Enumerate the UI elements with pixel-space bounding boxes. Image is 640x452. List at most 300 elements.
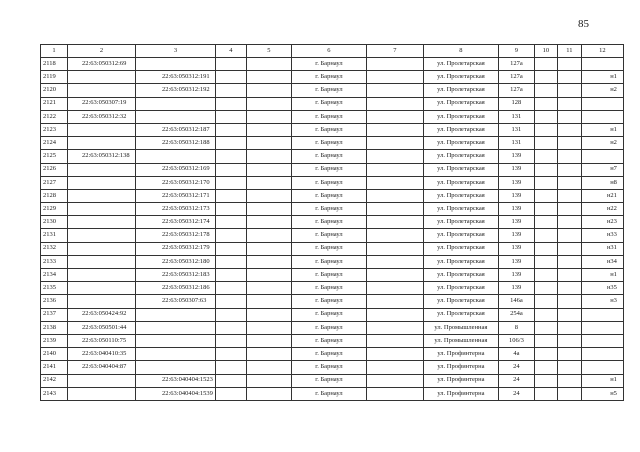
empty-cell [557, 189, 581, 202]
house-number-cell: 127а [498, 84, 534, 97]
table-row [41, 321, 624, 334]
row-number: 2130 [41, 216, 68, 229]
premises-number-cell: н21 [581, 189, 623, 202]
row-number: 2128 [41, 189, 68, 202]
premises-cadastral-number: 22:63:050307:63 [136, 295, 216, 308]
row-number: 2124 [41, 137, 68, 150]
house-number-cell: 131 [498, 110, 534, 123]
premises-number-cell: н1 [581, 123, 623, 136]
row-number: 2142 [41, 374, 68, 387]
cadastral-number: 22:63:050312:32 [68, 110, 136, 123]
empty-cell [246, 361, 291, 374]
street-cell: ул. Пролетарская [423, 216, 498, 229]
empty-cell [246, 71, 291, 84]
premises-cadastral-number [136, 150, 216, 163]
street-cell: ул. Пролетарская [423, 295, 498, 308]
cadastral-number: 22:63:050312:69 [68, 58, 136, 71]
street-cell: ул. Пролетарская [423, 229, 498, 242]
empty-cell [215, 242, 246, 255]
empty-cell [246, 374, 291, 387]
row-number: 2140 [41, 348, 68, 361]
city-cell: г. Барнаул [291, 189, 366, 202]
premises-cadastral-number: 22:63:050312:191 [136, 71, 216, 84]
empty-cell [366, 58, 423, 71]
empty-cell [557, 374, 581, 387]
table-row [41, 58, 624, 71]
premises-cadastral-number: 22:63:050312:178 [136, 229, 216, 242]
city-cell: г. Барнаул [291, 176, 366, 189]
premises-cadastral-number [136, 348, 216, 361]
cadastral-number [68, 255, 136, 268]
cadastral-number [68, 282, 136, 295]
empty-cell [557, 334, 581, 347]
empty-cell [366, 216, 423, 229]
empty-cell [246, 84, 291, 97]
cadastral-number [68, 123, 136, 136]
street-cell: ул. Пролетарская [423, 282, 498, 295]
empty-cell [366, 203, 423, 216]
table-row [41, 242, 624, 255]
house-number-cell: 146а [498, 295, 534, 308]
table-row [41, 334, 624, 347]
premises-number-cell: н2 [581, 137, 623, 150]
city-cell: г. Барнаул [291, 295, 366, 308]
empty-cell [557, 110, 581, 123]
premises-cadastral-number: 22:63:050312:174 [136, 216, 216, 229]
street-cell: ул. Промышленная [423, 334, 498, 347]
column-number: 6 [291, 45, 366, 58]
empty-cell [246, 137, 291, 150]
street-cell: ул. Пролетарская [423, 84, 498, 97]
city-cell: г. Барнаул [291, 242, 366, 255]
table-row [41, 163, 624, 176]
city-cell: г. Барнаул [291, 110, 366, 123]
street-cell: ул. Пролетарская [423, 242, 498, 255]
premises-number-cell [581, 308, 623, 321]
empty-cell [366, 387, 423, 400]
empty-cell [215, 374, 246, 387]
house-number-cell: 4а [498, 348, 534, 361]
row-number: 2139 [41, 334, 68, 347]
empty-cell [534, 321, 557, 334]
table-row [41, 308, 624, 321]
table-row [41, 361, 624, 374]
empty-cell [557, 203, 581, 216]
empty-cell [557, 321, 581, 334]
house-number-cell: 139 [498, 216, 534, 229]
row-number: 2138 [41, 321, 68, 334]
street-cell: ул. Промышленная [423, 321, 498, 334]
empty-cell [246, 58, 291, 71]
house-number-cell: 106/3 [498, 334, 534, 347]
city-cell: г. Барнаул [291, 229, 366, 242]
empty-cell [215, 150, 246, 163]
premises-cadastral-number: 22:63:050312:192 [136, 84, 216, 97]
empty-cell [534, 374, 557, 387]
empty-cell [557, 295, 581, 308]
column-number: 2 [68, 45, 136, 58]
premises-cadastral-number [136, 321, 216, 334]
premises-number-cell: н35 [581, 282, 623, 295]
cadastral-number [68, 295, 136, 308]
cadastral-number [68, 189, 136, 202]
premises-number-cell: н8 [581, 176, 623, 189]
table-row [41, 150, 624, 163]
empty-cell [246, 308, 291, 321]
premises-number-cell [581, 348, 623, 361]
empty-cell [366, 282, 423, 295]
empty-cell [215, 203, 246, 216]
city-cell: г. Барнаул [291, 374, 366, 387]
house-number-cell: 139 [498, 269, 534, 282]
premises-cadastral-number [136, 110, 216, 123]
empty-cell [215, 216, 246, 229]
cadastral-number [68, 269, 136, 282]
empty-cell [246, 203, 291, 216]
empty-cell [215, 295, 246, 308]
empty-cell [215, 282, 246, 295]
house-number-cell: 139 [498, 229, 534, 242]
city-cell: г. Барнаул [291, 308, 366, 321]
empty-cell [246, 123, 291, 136]
empty-cell [215, 334, 246, 347]
empty-cell [534, 58, 557, 71]
premises-cadastral-number: 22:63:040404:1539 [136, 387, 216, 400]
empty-cell [366, 361, 423, 374]
cadastral-number [68, 84, 136, 97]
city-cell: г. Барнаул [291, 321, 366, 334]
street-cell: ул. Пролетарская [423, 123, 498, 136]
premises-number-cell [581, 321, 623, 334]
street-cell: ул. Пролетарская [423, 58, 498, 71]
column-number: 7 [366, 45, 423, 58]
premises-number-cell: н2 [581, 84, 623, 97]
empty-cell [557, 387, 581, 400]
empty-cell [246, 242, 291, 255]
street-cell: ул. Пролетарская [423, 137, 498, 150]
empty-cell [534, 110, 557, 123]
table-row [41, 269, 624, 282]
empty-cell [366, 71, 423, 84]
column-number: 8 [423, 45, 498, 58]
table-row [41, 229, 624, 242]
empty-cell [557, 71, 581, 84]
empty-cell [246, 189, 291, 202]
premises-cadastral-number: 22:63:050312:171 [136, 189, 216, 202]
empty-cell [215, 308, 246, 321]
empty-cell [215, 137, 246, 150]
premises-number-cell [581, 361, 623, 374]
row-number: 2125 [41, 150, 68, 163]
empty-cell [534, 242, 557, 255]
premises-number-cell: н1 [581, 374, 623, 387]
premises-cadastral-number [136, 334, 216, 347]
row-number: 2141 [41, 361, 68, 374]
empty-cell [366, 84, 423, 97]
house-number-cell: 127а [498, 58, 534, 71]
street-cell: ул. Пролетарская [423, 189, 498, 202]
empty-cell [366, 229, 423, 242]
registry-table [40, 44, 624, 401]
house-number-cell: 139 [498, 282, 534, 295]
street-cell: ул. Пролетарская [423, 71, 498, 84]
table-row [41, 176, 624, 189]
empty-cell [557, 58, 581, 71]
empty-cell [215, 58, 246, 71]
row-number: 2135 [41, 282, 68, 295]
premises-cadastral-number [136, 308, 216, 321]
empty-cell [246, 334, 291, 347]
row-number: 2133 [41, 255, 68, 268]
empty-cell [557, 308, 581, 321]
empty-cell [557, 97, 581, 110]
empty-cell [246, 110, 291, 123]
row-number: 2131 [41, 229, 68, 242]
empty-cell [534, 71, 557, 84]
empty-cell [534, 295, 557, 308]
street-cell: ул. Пролетарская [423, 203, 498, 216]
premises-cadastral-number: 22:63:050312:183 [136, 269, 216, 282]
column-number: 5 [246, 45, 291, 58]
premises-number-cell [581, 97, 623, 110]
row-number: 2123 [41, 123, 68, 136]
empty-cell [246, 216, 291, 229]
empty-cell [534, 282, 557, 295]
city-cell: г. Барнаул [291, 348, 366, 361]
row-number: 2120 [41, 84, 68, 97]
cadastral-number: 22:63:040404:87 [68, 361, 136, 374]
premises-cadastral-number: 22:63:050312:187 [136, 123, 216, 136]
empty-cell [215, 255, 246, 268]
premises-number-cell: н1 [581, 269, 623, 282]
house-number-cell: 24 [498, 361, 534, 374]
row-number: 2126 [41, 163, 68, 176]
premises-cadastral-number: 22:63:050312:180 [136, 255, 216, 268]
premises-cadastral-number [136, 97, 216, 110]
empty-cell [246, 282, 291, 295]
house-number-cell: 24 [498, 374, 534, 387]
cadastral-number [68, 137, 136, 150]
empty-cell [557, 163, 581, 176]
street-cell: ул. Профинтерна [423, 348, 498, 361]
row-number: 2122 [41, 110, 68, 123]
empty-cell [534, 137, 557, 150]
house-number-cell: 139 [498, 163, 534, 176]
house-number-cell: 127а [498, 71, 534, 84]
empty-cell [215, 84, 246, 97]
row-number: 2136 [41, 295, 68, 308]
column-number: 9 [498, 45, 534, 58]
city-cell: г. Барнаул [291, 71, 366, 84]
premises-cadastral-number [136, 58, 216, 71]
empty-cell [534, 308, 557, 321]
empty-cell [366, 348, 423, 361]
house-number-cell: 139 [498, 242, 534, 255]
empty-cell [215, 97, 246, 110]
empty-cell [534, 361, 557, 374]
empty-cell [557, 282, 581, 295]
empty-cell [215, 163, 246, 176]
empty-cell [215, 361, 246, 374]
column-number: 1 [41, 45, 68, 58]
city-cell: г. Барнаул [291, 282, 366, 295]
empty-cell [246, 321, 291, 334]
empty-cell [534, 387, 557, 400]
premises-cadastral-number: 22:63:050312:170 [136, 176, 216, 189]
cadastral-number: 22:63:050501:44 [68, 321, 136, 334]
empty-cell [534, 203, 557, 216]
city-cell: г. Барнаул [291, 361, 366, 374]
house-number-cell: 139 [498, 176, 534, 189]
city-cell: г. Барнаул [291, 255, 366, 268]
empty-cell [215, 321, 246, 334]
city-cell: г. Барнаул [291, 203, 366, 216]
city-cell: г. Барнаул [291, 269, 366, 282]
table-row [41, 137, 624, 150]
empty-cell [246, 97, 291, 110]
empty-cell [534, 84, 557, 97]
column-number: 10 [534, 45, 557, 58]
street-cell: ул. Пролетарская [423, 269, 498, 282]
empty-cell [215, 189, 246, 202]
empty-cell [246, 295, 291, 308]
empty-cell [366, 255, 423, 268]
premises-number-cell: н3 [581, 295, 623, 308]
empty-cell [215, 123, 246, 136]
premises-number-cell [581, 334, 623, 347]
empty-cell [246, 176, 291, 189]
cadastral-number [68, 374, 136, 387]
empty-cell [557, 229, 581, 242]
city-cell: г. Барнаул [291, 84, 366, 97]
table-row [41, 216, 624, 229]
premises-number-cell: н31 [581, 242, 623, 255]
street-cell: ул. Пролетарская [423, 176, 498, 189]
empty-cell [366, 308, 423, 321]
empty-cell [366, 163, 423, 176]
premises-number-cell: н1 [581, 71, 623, 84]
table-row [41, 71, 624, 84]
empty-cell [366, 189, 423, 202]
house-number-cell: 139 [498, 189, 534, 202]
empty-cell [534, 216, 557, 229]
empty-cell [557, 348, 581, 361]
empty-cell [534, 176, 557, 189]
street-cell: ул. Профинтерна [423, 361, 498, 374]
street-cell: ул. Пролетарская [423, 150, 498, 163]
empty-cell [557, 269, 581, 282]
row-number: 2132 [41, 242, 68, 255]
empty-cell [246, 150, 291, 163]
cadastral-number [68, 229, 136, 242]
cadastral-number: 22:63:050312:138 [68, 150, 136, 163]
empty-cell [366, 374, 423, 387]
cadastral-number [68, 163, 136, 176]
street-cell: ул. Пролетарская [423, 97, 498, 110]
empty-cell [215, 71, 246, 84]
empty-cell [215, 348, 246, 361]
empty-cell [557, 123, 581, 136]
row-number: 2127 [41, 176, 68, 189]
table-row [41, 110, 624, 123]
premises-cadastral-number [136, 361, 216, 374]
empty-cell [557, 216, 581, 229]
table-row [41, 374, 624, 387]
empty-cell [215, 110, 246, 123]
empty-cell [366, 242, 423, 255]
table-body [41, 45, 624, 401]
premises-cadastral-number: 22:63:050312:173 [136, 203, 216, 216]
premises-number-cell: н5 [581, 387, 623, 400]
premises-cadastral-number: 22:63:050312:186 [136, 282, 216, 295]
street-cell: ул. Профинтерна [423, 387, 498, 400]
premises-number-cell: н33 [581, 229, 623, 242]
row-number: 2119 [41, 71, 68, 84]
empty-cell [534, 269, 557, 282]
house-number-cell: 131 [498, 123, 534, 136]
cadastral-number [68, 71, 136, 84]
row-number: 2121 [41, 97, 68, 110]
house-number-cell: 24 [498, 387, 534, 400]
cadastral-number: 22:63:050307:19 [68, 97, 136, 110]
empty-cell [366, 97, 423, 110]
cadastral-number: 22:63:040410:35 [68, 348, 136, 361]
premises-cadastral-number: 22:63:040404:1523 [136, 374, 216, 387]
empty-cell [534, 150, 557, 163]
row-number: 2129 [41, 203, 68, 216]
premises-number-cell [581, 110, 623, 123]
empty-cell [557, 84, 581, 97]
premises-cadastral-number: 22:63:050312:179 [136, 242, 216, 255]
cadastral-number: 22:63:050110:75 [68, 334, 136, 347]
premises-number-cell [581, 150, 623, 163]
column-number: 4 [215, 45, 246, 58]
column-number-row [41, 45, 624, 58]
empty-cell [534, 348, 557, 361]
premises-number-cell [581, 58, 623, 71]
cadastral-number [68, 387, 136, 400]
empty-cell [215, 176, 246, 189]
empty-cell [246, 255, 291, 268]
city-cell: г. Барнаул [291, 150, 366, 163]
street-cell: ул. Пролетарская [423, 255, 498, 268]
street-cell: ул. Пролетарская [423, 163, 498, 176]
empty-cell [534, 255, 557, 268]
cadastral-number: 22:63:050424:92 [68, 308, 136, 321]
cadastral-number [68, 203, 136, 216]
empty-cell [366, 295, 423, 308]
empty-cell [246, 229, 291, 242]
house-number-cell: 128 [498, 97, 534, 110]
row-number: 2143 [41, 387, 68, 400]
empty-cell [557, 361, 581, 374]
city-cell: г. Барнаул [291, 216, 366, 229]
city-cell: г. Барнаул [291, 97, 366, 110]
premises-number-cell: н22 [581, 203, 623, 216]
empty-cell [534, 229, 557, 242]
house-number-cell: 8 [498, 321, 534, 334]
row-number: 2118 [41, 58, 68, 71]
table-row [41, 97, 624, 110]
empty-cell [215, 269, 246, 282]
premises-cadastral-number: 22:63:050312:169 [136, 163, 216, 176]
column-number: 3 [136, 45, 216, 58]
city-cell: г. Барнаул [291, 58, 366, 71]
table-row [41, 255, 624, 268]
premises-number-cell: н23 [581, 216, 623, 229]
street-cell: ул. Пролетарская [423, 308, 498, 321]
street-cell: ул. Профинтерна [423, 374, 498, 387]
